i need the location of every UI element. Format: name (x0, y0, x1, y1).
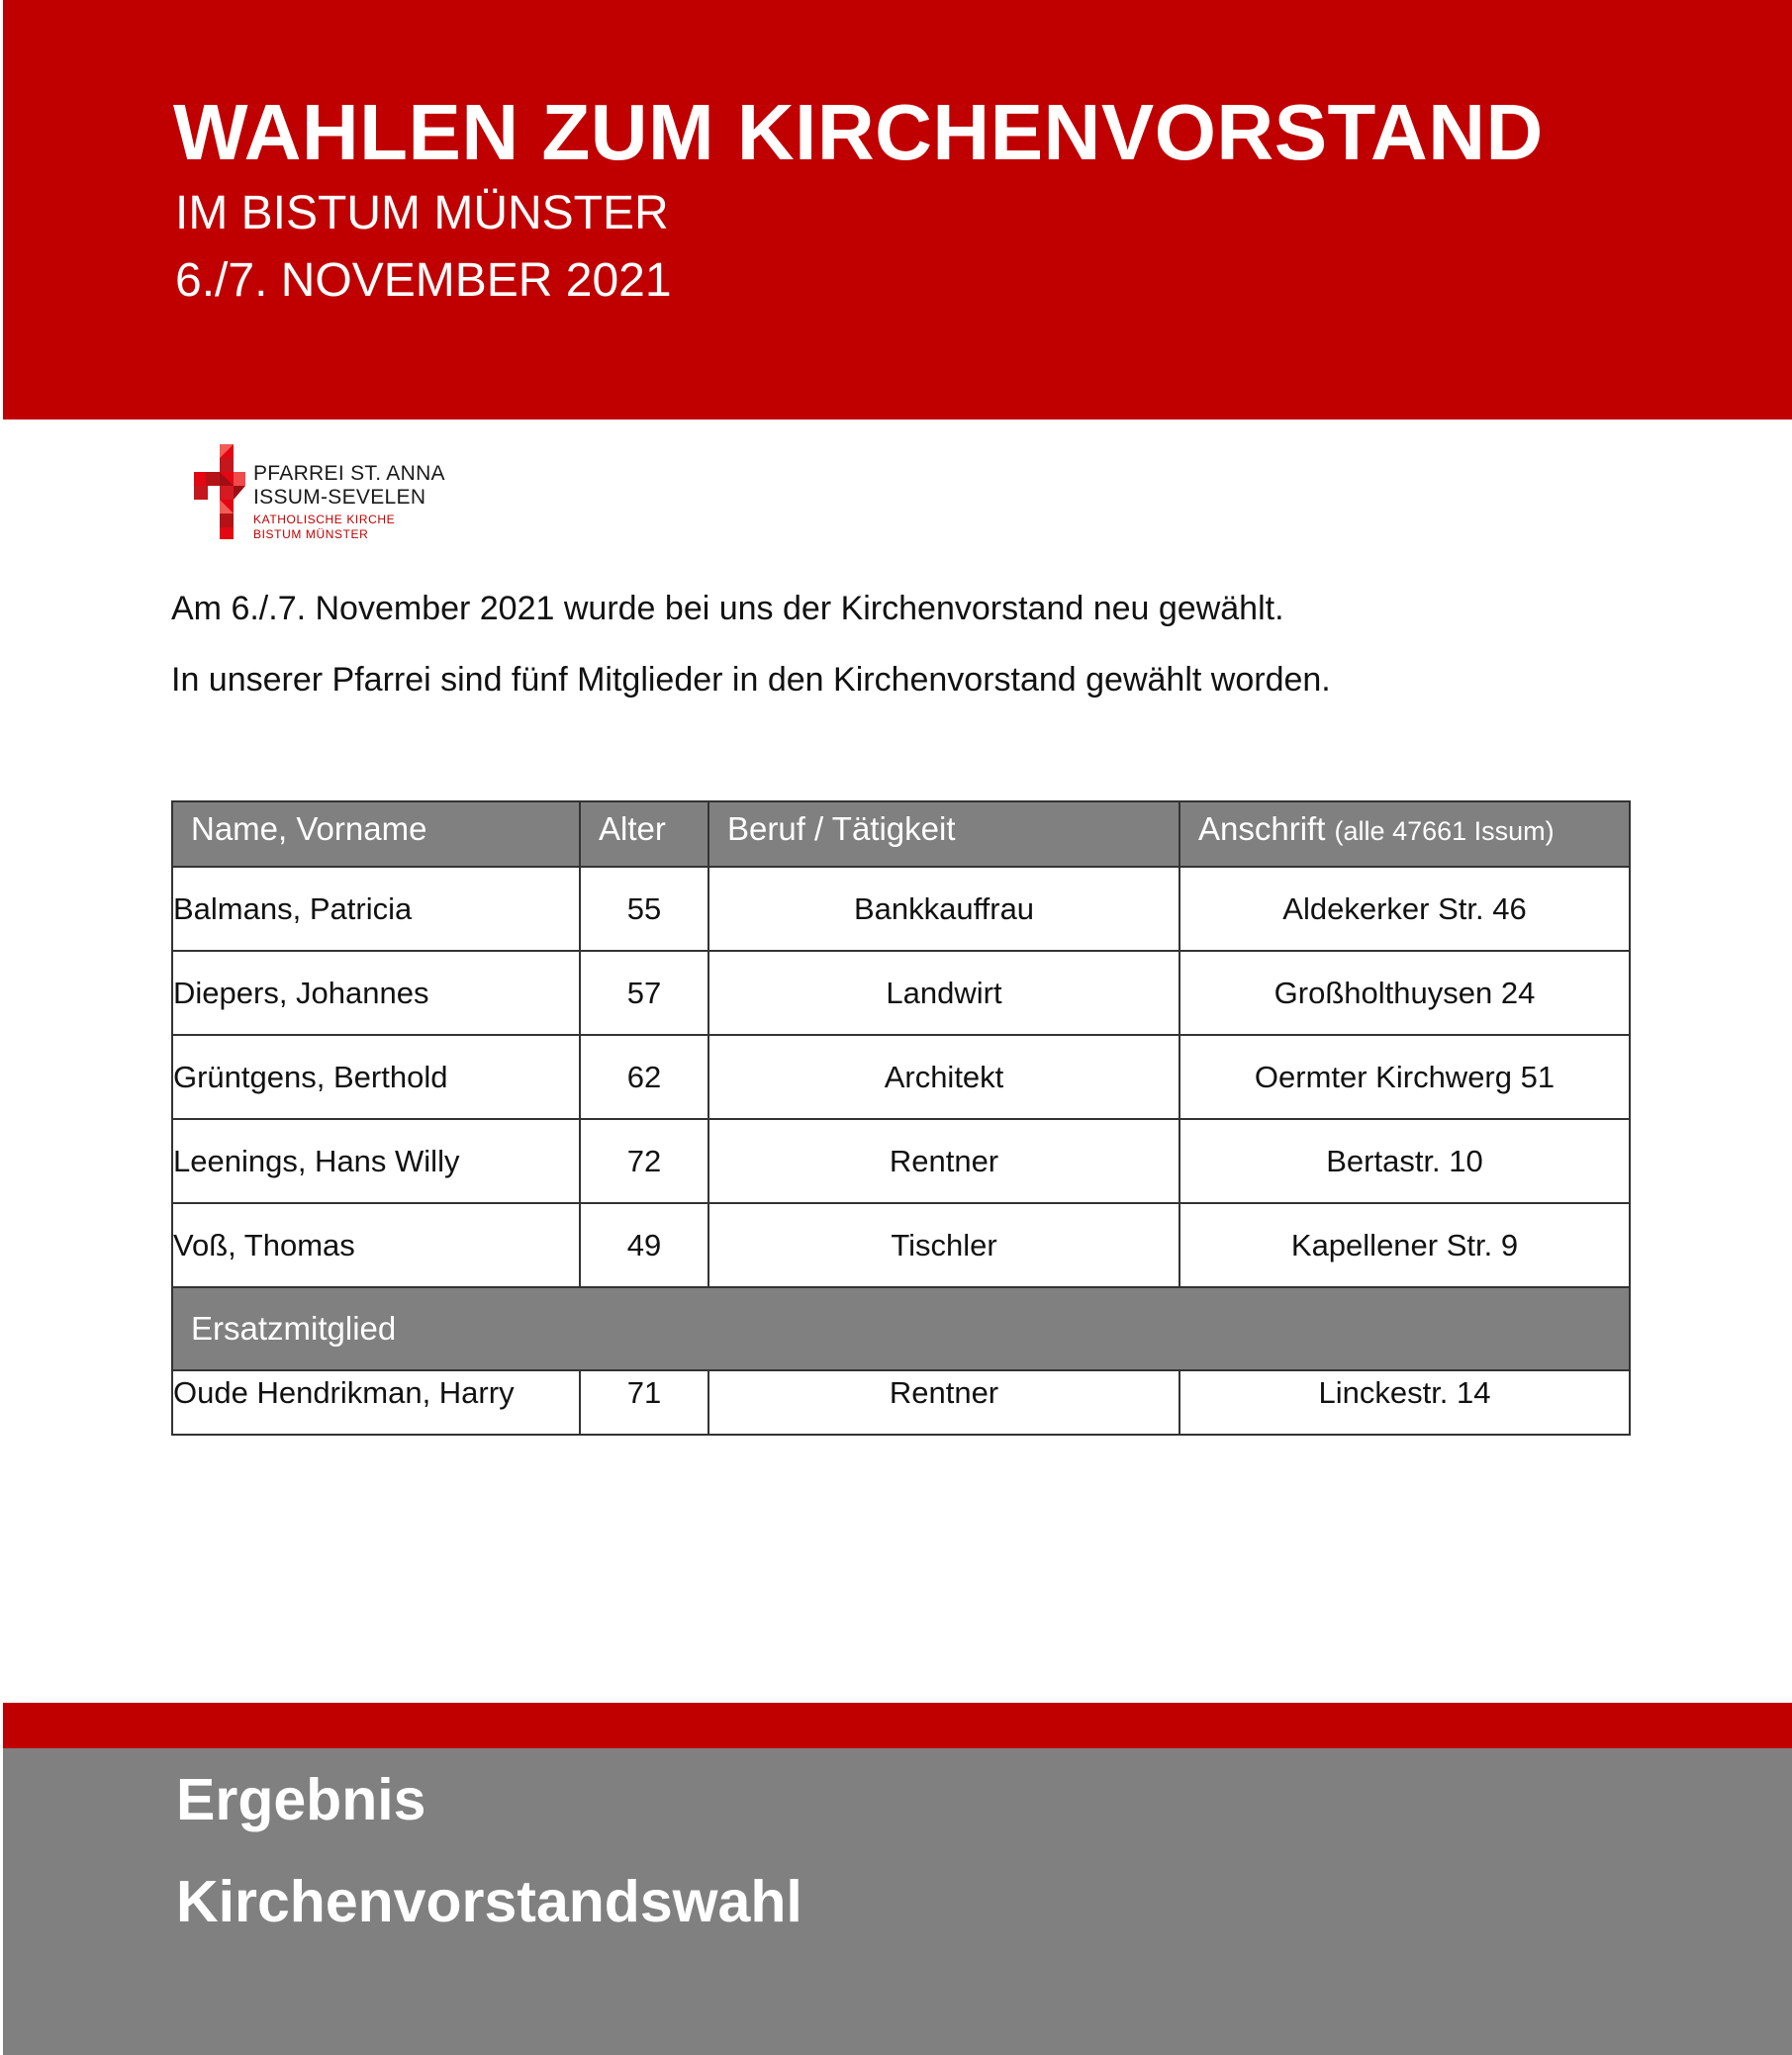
cell-job: Rentner (708, 1370, 1179, 1435)
cell-age: 57 (580, 951, 708, 1035)
intro-paragraph-1: Am 6./.7. November 2021 wurde bei uns der Kirchenvorstand neu gewählt. (171, 590, 1284, 627)
header-name: Name, Vorname (172, 801, 580, 867)
cell-age: 71 (580, 1370, 708, 1435)
logo-parish-name: PFARREI ST. ANNA (253, 462, 445, 485)
page-title: WAHLEN ZUM KIRCHENVORSTAND (173, 88, 1544, 176)
header-address (1179, 801, 1630, 867)
table-row (172, 1119, 1630, 1203)
cell-job: Architekt (708, 1035, 1179, 1119)
cell-address: Bertastr. 10 (1179, 1119, 1630, 1203)
substitute-section-row (172, 1287, 1630, 1370)
election-date: 6./7. NOVEMBER 2021 (175, 254, 672, 307)
cell-name: Balmans, Patricia (172, 867, 580, 951)
footer-title-result: Ergebnis (176, 1767, 426, 1832)
cell-name: Voß, Thomas (172, 1203, 580, 1287)
cell-name: Leenings, Hans Willy (172, 1119, 580, 1203)
substitute-section-label: Ersatzmitglied (172, 1287, 1630, 1370)
cell-address: Kapellener Str. 9 (1179, 1203, 1630, 1287)
page-subtitle: IM BISTUM MÜNSTER (175, 187, 669, 239)
members-table (171, 800, 1631, 1436)
cell-name: Grüntgens, Berthold (172, 1035, 580, 1119)
footer-red-stripe (3, 1703, 1792, 1748)
cell-address: Linckestr. 14 (1179, 1370, 1630, 1435)
header-address-label: Anschrift (1198, 810, 1326, 847)
cell-name: Oude Hendrikman, Harry (172, 1370, 580, 1435)
footer-title-election: Kirchenvorstandswahl (176, 1869, 802, 1934)
cell-address: Großholthuysen 24 (1179, 951, 1630, 1035)
cross-logo-icon (194, 444, 245, 539)
cell-age: 72 (580, 1119, 708, 1203)
cell-job: Tischler (708, 1203, 1179, 1287)
table-row (172, 867, 1630, 951)
cell-name: Diepers, Johannes (172, 951, 580, 1035)
table-row (172, 1035, 1630, 1119)
cell-job: Rentner (708, 1119, 1179, 1203)
logo-diocese: BISTUM MÜNSTER (253, 527, 369, 541)
header-job: Beruf / Tätigkeit (708, 801, 1179, 867)
table-row (172, 1370, 1630, 1435)
parish-logo (194, 444, 461, 543)
table-header-row (172, 801, 1630, 867)
cell-age: 49 (580, 1203, 708, 1287)
header-address-note: (alle 47661 Issum) (1334, 816, 1555, 846)
cell-job: Landwirt (708, 951, 1179, 1035)
logo-parish-location: ISSUM-SEVELEN (253, 486, 426, 509)
table-row (172, 1203, 1630, 1287)
cell-age: 55 (580, 867, 708, 951)
logo-church: KATHOLISCHE KIRCHE (253, 513, 396, 526)
cell-address: Oermter Kirchwerg 51 (1179, 1035, 1630, 1119)
cell-job: Bankkauffrau (708, 867, 1179, 951)
cell-age: 62 (580, 1035, 708, 1119)
header-age: Alter (580, 801, 708, 867)
table-row (172, 951, 1630, 1035)
intro-paragraph-2: In unserer Pfarrei sind fünf Mitglieder in den Kirchenvorstand gewählt worden. (171, 661, 1331, 699)
cell-address: Aldekerker Str. 46 (1179, 867, 1630, 951)
